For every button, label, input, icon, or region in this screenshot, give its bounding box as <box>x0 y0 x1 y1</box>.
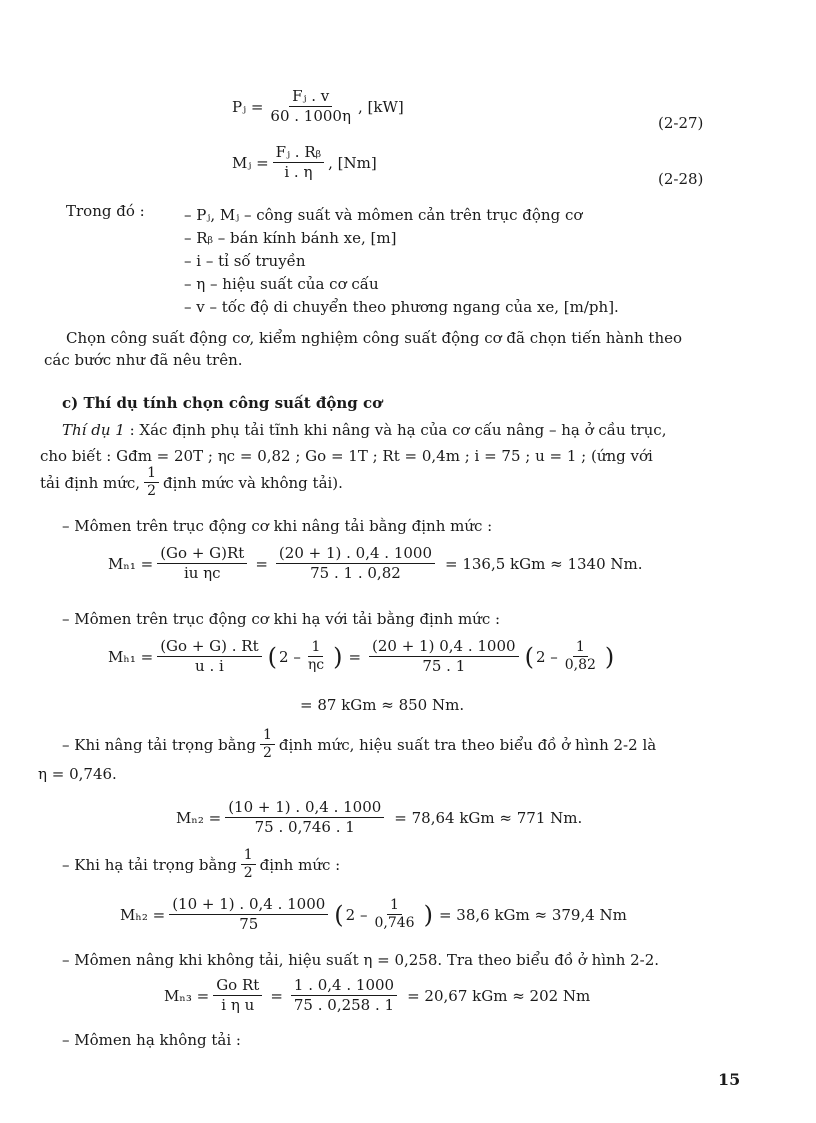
numerator: 1 <box>308 640 323 657</box>
eq-lhs: Mₙ₂ = <box>176 808 222 827</box>
fraction <box>157 545 247 582</box>
denominator: 2 <box>262 745 272 761</box>
denominator: ηc <box>307 657 325 673</box>
bullet-text-part: – Khi hạ tải trọng bằng <box>62 855 237 874</box>
denominator: 2 <box>147 483 156 499</box>
example-text: : Xác định phụ tải tĩnh khi nâng và hạ của cơ cấu nâng – hạ ở cầu trục, <box>129 421 667 439</box>
numerator: (20 + 1) . 0,4 . 1000 <box>276 545 435 564</box>
denominator: 75 . 1 <box>422 657 466 675</box>
example-line: cho biết : Gđm = 20T ; ηc = 0,82 ; Go = 1T ; Rt = 0,4m ; i = 75 ; u = 1 ; (ứng với <box>40 447 653 465</box>
numerator: Fⱼ . Rᵦ <box>273 144 324 163</box>
half-fraction <box>241 848 256 881</box>
denominator: 2 <box>243 865 253 881</box>
equation-2-27 <box>232 88 404 125</box>
eq-lhs: Mₙ₁ = <box>108 554 154 573</box>
fraction <box>291 977 397 1014</box>
denominator: 75 . 0,746 . 1 <box>254 818 355 836</box>
numerator: 1 . 0,4 . 1000 <box>291 977 397 996</box>
eq-result: = 78,64 kGm ≈ 771 Nm. <box>394 808 583 827</box>
eta-value: η = 0,746. <box>38 765 117 783</box>
equation-mn3: Mₙ₃ = $\frac{\text{Go Rt}}{\text{i η u}}$ = $\frac{1 . 0,4 . 1000}{75 . 0,258 . 1}$ = 20,67 kGm ≈ 202 Nm <box>164 976 591 1014</box>
eq-result: = 20,67 kGm ≈ 202 Nm <box>407 986 591 1005</box>
denominator: u . i <box>195 657 224 675</box>
equation-mn2 <box>176 799 582 836</box>
paragraph-line: các bước như đã nêu trên. <box>44 351 243 369</box>
equation-tag: (2-27) <box>658 114 704 132</box>
denominator: 0,82 <box>564 657 596 673</box>
numerator: (Go + G)Rt <box>157 545 247 564</box>
where-item: – i – tỉ số truyền <box>184 252 306 270</box>
paragraph-line: Chọn công suất động cơ, kiểm nghiệm công suất động cơ đã chọn tiến hành theo <box>66 329 683 347</box>
eq-lhs: Mₕ₁ = <box>108 647 154 666</box>
page-number: 15 <box>718 1070 741 1089</box>
fraction <box>169 896 328 933</box>
eq-unit: , [kW] <box>357 97 404 116</box>
numerator: 1 <box>573 640 588 657</box>
where-label: Trong đó : <box>66 202 145 220</box>
bullet-text-part: định mức, hiệu suất tra theo biểu đồ ở hình 2-2 là <box>278 735 657 754</box>
half-fraction <box>260 728 275 761</box>
denominator: iu ηc <box>183 564 221 582</box>
denominator: 75 . 0,258 . 1 <box>293 996 395 1014</box>
eq-term: 2 – <box>345 905 368 924</box>
numerator: (20 + 1) 0,4 . 1000 <box>369 638 519 657</box>
equation-tag: (2-28) <box>658 170 704 188</box>
denominator: 75 . 1 . 0,82 <box>310 564 401 582</box>
bullet-text: – Mômen hạ không tải : <box>62 1031 241 1049</box>
bullet-text: – Mômen trên trục động cơ khi nâng tải bằng định mức : <box>62 517 493 535</box>
numerator: 1 <box>387 898 402 915</box>
numerator: Go Rt <box>213 977 262 996</box>
example-text: tải định mức, <box>40 473 141 492</box>
bullet-text <box>62 728 656 761</box>
fraction <box>276 545 435 582</box>
eq-unit: , [Nm] <box>328 153 377 172</box>
equation-mn1: Mₙ₁ = $\frac{(Go + G)Rt}{\text{iu ηc}}$ = $\frac{(20 + 1) . 0,4 . 1000}{75 . 1 . 0,82}$ = 136,5 kGm ≈ 1340 Nm. <box>108 544 643 582</box>
numerator: Fⱼ . v <box>289 88 332 107</box>
eq-lhs: Mⱼ = <box>232 153 269 172</box>
equation-mh2: Mₕ₂ = $\frac{(10 + 1) . 0,4 . 1000}{75}$ ( 2 – $\frac{1}{0,746}$ ) = 38,6 kGm ≈ 379,4 Nm <box>120 895 627 933</box>
numerator: (10 + 1) . 0,4 . 1000 <box>225 799 384 818</box>
where-item: – v – tốc độ di chuyển theo phương ngang của xe, [m/ph]. <box>184 298 619 316</box>
numerator: 1 <box>260 728 275 745</box>
eq-lhs: Mₕ₂ = <box>120 905 166 924</box>
half-fraction <box>144 466 159 499</box>
eq-term: 2 – <box>279 647 301 666</box>
denominator: 60 . 1000η <box>270 107 351 125</box>
section-heading: c) Thí dụ tính chọn công suất động cơ <box>62 394 383 412</box>
example-line <box>62 420 666 440</box>
fraction <box>369 638 519 675</box>
example-text: định mức và không tải). <box>163 473 343 492</box>
numerator: 1 <box>144 466 159 483</box>
fraction <box>267 88 354 125</box>
numerator: 1 <box>241 848 256 865</box>
fraction <box>305 640 327 673</box>
example-label: Thí dụ 1 <box>62 421 125 439</box>
eq-lhs: Mₙ₃ = <box>164 986 210 1005</box>
fraction <box>273 144 324 181</box>
fraction <box>225 799 384 836</box>
bullet-text <box>62 848 340 881</box>
bullet-text-part: – Khi nâng tải trọng bằng <box>62 735 256 754</box>
eq-result: = 87 kGm ≈ 850 Nm. <box>300 696 465 714</box>
eq-lhs: Pⱼ = <box>232 97 264 116</box>
example-line <box>40 466 343 499</box>
fraction <box>157 638 261 675</box>
numerator: (Go + G) . Rt <box>157 638 261 657</box>
bullet-text: – Mômen nâng khi không tải, hiệu suất η = 0,258. Tra theo biểu đồ ở hình 2-2. <box>62 951 660 969</box>
fraction <box>562 640 599 673</box>
bullet-text: – Mômen trên trục động cơ khi hạ với tải bằng định mức : <box>62 610 501 628</box>
bullet-text-part: định mức : <box>259 855 341 874</box>
where-item: – η – hiệu suất của cơ cấu <box>184 275 379 293</box>
fraction <box>371 898 417 931</box>
where-item: – Pⱼ, Mⱼ – công suất và mômen cản trên trục động cơ <box>184 206 583 224</box>
denominator: i . η <box>284 163 313 181</box>
equation-mh1: Mₕ₁ = $\frac{(Go + G) . Rt}{u . i}$ ( 2 – $\frac{1}{\eta c}$ ) = $\frac{(20 + 1) 0,4 . 1000}{75 . 1}$ ( 2 – $\frac{1}{0,82}$ ) <box>108 637 615 675</box>
numerator: (10 + 1) . 0,4 . 1000 <box>169 896 328 915</box>
eq-result: = 38,6 kGm ≈ 379,4 Nm <box>438 905 627 924</box>
denominator: i η u <box>221 996 255 1014</box>
where-item: – Rᵦ – bán kính bánh xe, [m] <box>184 229 397 247</box>
denominator: 0,746 <box>374 915 415 931</box>
eq-result: = 136,5 kGm ≈ 1340 Nm. <box>445 554 643 573</box>
eq-term: 2 – <box>535 647 558 666</box>
fraction <box>213 977 262 1014</box>
equation-2-28 <box>232 144 377 181</box>
denominator: 75 <box>239 915 259 933</box>
